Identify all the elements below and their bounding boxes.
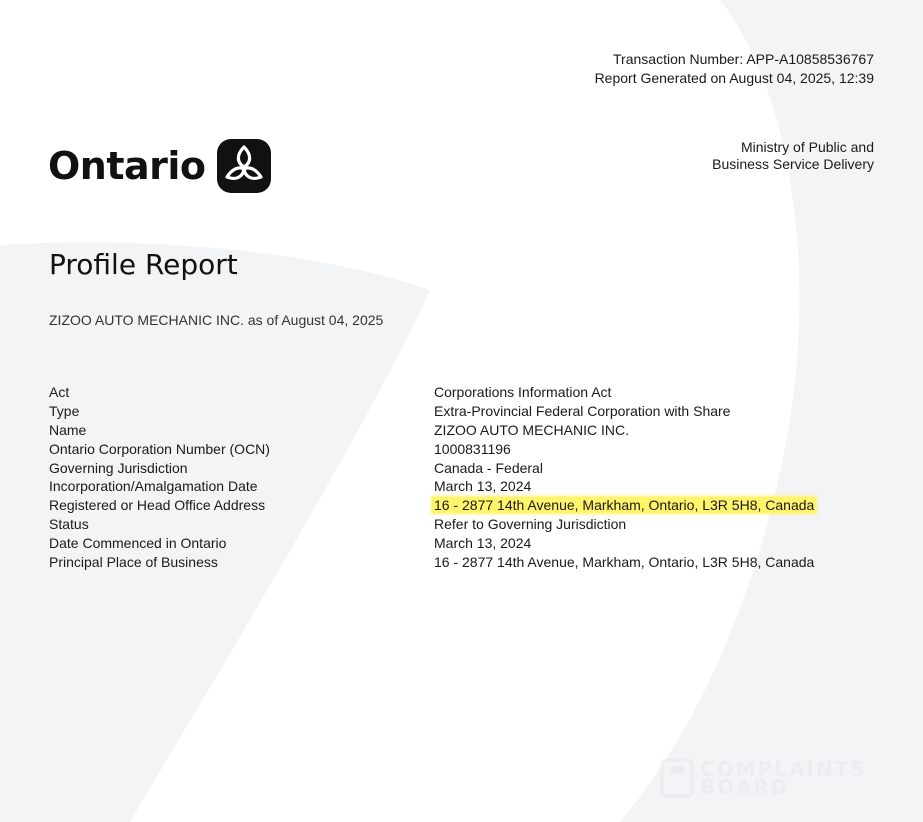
transaction-info (595, 50, 874, 88)
detail-row-ocn (49, 439, 879, 458)
detail-label: Status (49, 515, 89, 532)
detail-value: March 13, 2024 (434, 478, 532, 495)
ministry-name (712, 139, 874, 173)
detail-label: Date Commenced in Ontario (49, 534, 227, 551)
detail-value: Extra-Provincial Federal Corporation with Share (434, 403, 731, 420)
ministry-line-1: Ministry of Public and (740, 139, 874, 155)
watermark-line-2: BOARD (700, 775, 790, 799)
detail-value: Refer to Governing Jurisdiction (434, 515, 627, 532)
detail-label: Act (49, 384, 70, 401)
corporation-details (49, 383, 879, 571)
detail-value: Corporations Information Act (434, 384, 612, 401)
detail-label: Registered or Head Office Address (49, 497, 266, 514)
detail-row-status (49, 515, 879, 534)
detail-label: Governing Jurisdiction (49, 459, 188, 476)
complaints-board-watermark (660, 758, 867, 798)
detail-row-principal-place (49, 552, 879, 571)
detail-value: 16 - 2877 14th Avenue, Markham, Ontario, L3R 5H8, Canada (434, 553, 815, 570)
ministry-line-2: Business Service Delivery (712, 156, 874, 172)
detail-row-type (49, 402, 879, 421)
watermark-text (700, 757, 867, 799)
detail-row-act (49, 383, 879, 402)
detail-row-date-commenced (49, 533, 879, 552)
detail-row-incorporation-date (49, 477, 879, 496)
ontario-trillium-icon (216, 138, 272, 194)
report-subtitle: ZIZOO AUTO MECHANIC INC. as of August 04, 2025 (49, 312, 384, 328)
detail-value: Canada - Federal (434, 459, 543, 476)
ontario-wordmark: Ontario (48, 144, 206, 188)
detail-row-name (49, 421, 879, 440)
transaction-number: Transaction Number: APP-A10858536767 (613, 51, 874, 67)
report-generated: Report Generated on August 04, 2025, 12:39 (594, 70, 874, 86)
detail-label: Principal Place of Business (49, 553, 218, 570)
report-title: Profile Report (49, 248, 238, 281)
ontario-logo (48, 138, 272, 194)
watermark-line-1: COMPLAINTS (700, 757, 867, 781)
detail-label: Type (49, 403, 80, 420)
detail-value: 1000831196 (434, 440, 511, 457)
highlighted-address-value: 16 - 2877 14th Avenue, Markham, Ontario, L3R 5H8, Canada (434, 497, 815, 514)
detail-row-head-office-address (49, 496, 879, 515)
detail-value: ZIZOO AUTO MECHANIC INC. (434, 421, 629, 438)
detail-label: Incorporation/Amalgamation Date (49, 478, 258, 495)
complaints-board-icon (660, 758, 694, 798)
detail-label: Ontario Corporation Number (OCN) (49, 440, 270, 457)
detail-label: Name (49, 421, 87, 438)
detail-row-jurisdiction (49, 458, 879, 477)
detail-value: March 13, 2024 (434, 534, 532, 551)
